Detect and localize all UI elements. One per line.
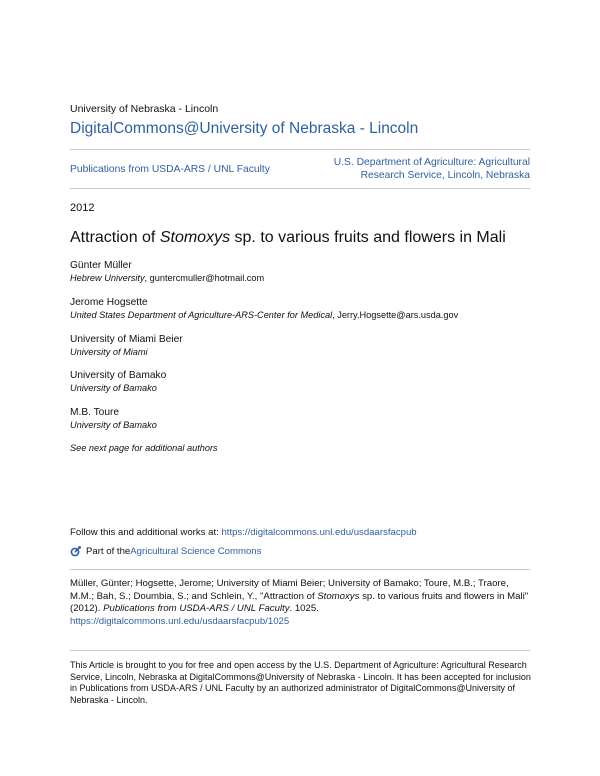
see-next-page-note: See next page for additional authors (70, 443, 218, 453)
author-block (70, 296, 458, 322)
author-name: University of Miami Beier (70, 334, 183, 345)
open-access-icon (70, 545, 82, 557)
access-disclaimer: This Article is brought to you for free and open access by the U.S. Department of Agriculture: Agricultural Research Service, Lincoln, Nebraska at DigitalCommons@University of Nebraska - Lincoln. It has been accepted for inclusion in Publications from USDA-ARS / UNL Faculty by an authorized administrator of DigitalCommons@University of Nebraska - Lincoln. (70, 660, 531, 705)
title-part-2: sp. to various fruits and flowers in Mali (230, 229, 506, 246)
title-genus: Stomoxys (159, 229, 231, 246)
author-email[interactable]: , Jerry.Hogsette@ars.usda.gov (332, 310, 459, 320)
collection-url-link[interactable]: https://digitalcommons.unl.edu/usdaarsfacpub (221, 527, 417, 538)
affiliation-name: University of Bamako (70, 383, 157, 393)
title-part-1: Attraction of (70, 229, 160, 246)
part-of-line (70, 545, 261, 557)
part-of-label: Part of the (86, 545, 131, 557)
author-block (70, 259, 264, 285)
disclaimer-divider (70, 650, 530, 651)
author-block (70, 333, 183, 359)
author-affiliation (70, 382, 166, 395)
follow-label: Follow this and additional works at: (70, 527, 222, 538)
author-email[interactable]: , guntercmuller@hotmail.com (144, 273, 265, 283)
citation-text: sp. to various fruits and flowers in Mali" (2012). (70, 590, 529, 615)
citation-divider (70, 569, 530, 570)
author-affiliation (70, 272, 264, 285)
institution-name: University of Nebraska - Lincoln (70, 103, 219, 115)
follow-line (70, 527, 417, 538)
affiliation-name: United States Department of Agriculture-ARS-Center for Medical (70, 310, 333, 320)
author-affiliation (70, 346, 183, 359)
author-name: Jerome Hogsette (70, 297, 148, 308)
affiliation-name: Hebrew University (70, 273, 145, 283)
author-block (70, 369, 166, 395)
discipline-link[interactable]: Agricultural Science Commons (130, 545, 262, 557)
citation-text: Müller, Günter; Hogsette, Jerome; University of Miami Beier; University of Bamako; Toure, M.B.; Traore, M.M.; Bah, S.; Doumbia, S.; and Schlein, Y., "Attraction of (70, 578, 509, 602)
citation-series: Publications from USDA-ARS / UNL Faculty (103, 603, 290, 615)
author-name: M.B. Toure (70, 407, 120, 418)
repository-link[interactable]: DigitalCommons@University of Nebraska - Lincoln (70, 120, 419, 137)
article-title (70, 229, 506, 247)
citation-url-link[interactable]: https://digitalcommons.unl.edu/usdaarsfacpub/1025 (70, 615, 290, 627)
citation-text: . 1025. (289, 603, 319, 615)
affiliation-name: University of Bamako (70, 420, 157, 430)
header-divider (70, 149, 530, 150)
author-affiliation (70, 419, 157, 432)
author-name: University of Bamako (70, 370, 167, 381)
collection-divider (70, 188, 530, 189)
author-block (70, 406, 157, 432)
author-name: Günter Müller (70, 260, 132, 271)
author-affiliation (70, 309, 458, 322)
affiliation-name: University of Miami (70, 347, 148, 357)
publication-year: 2012 (70, 202, 95, 214)
recommended-citation (70, 578, 535, 628)
collection-link-left[interactable]: Publications from USDA-ARS / UNL Faculty (70, 164, 270, 175)
collection-link-right[interactable]: U.S. Department of Agriculture: Agricultural Research Service, Lincoln, Nebraska (333, 157, 530, 181)
citation-genus: Stomoxys (317, 590, 360, 602)
